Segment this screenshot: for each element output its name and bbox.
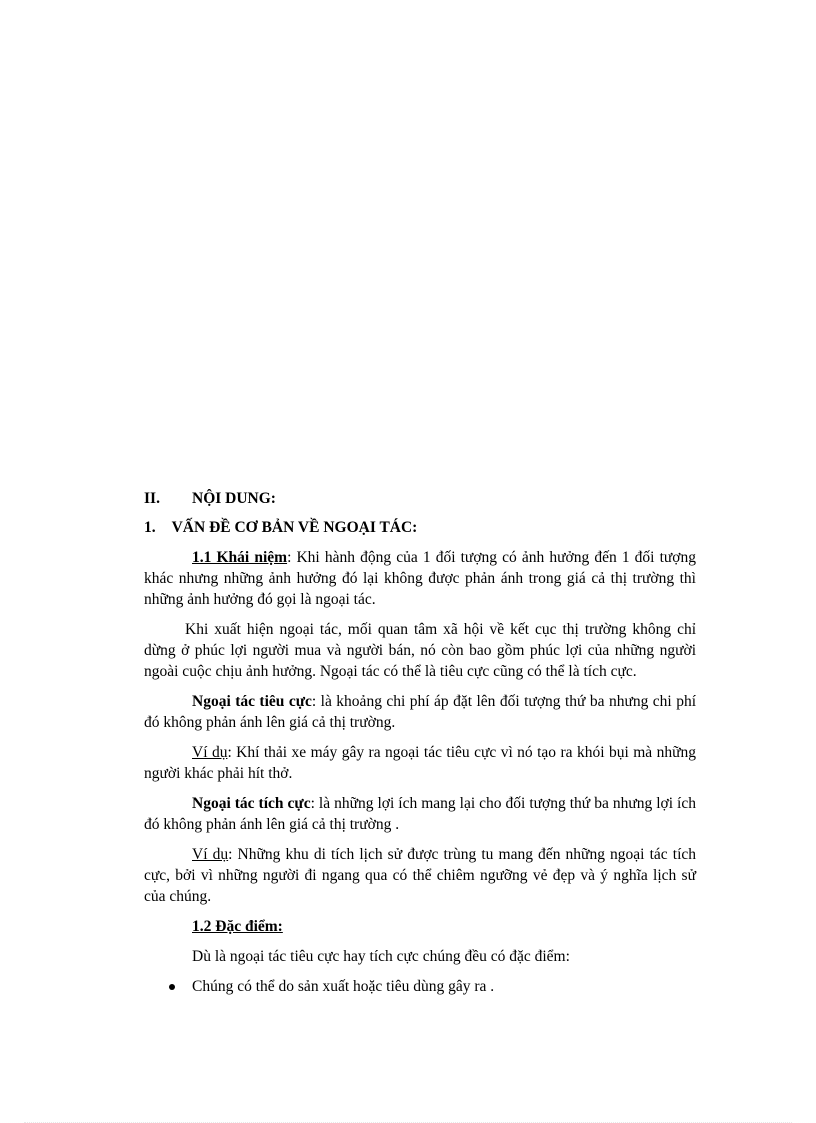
appear-paragraph: Khi xuất hiện ngoại tác, mối quan tâm xã hội về kết cục thị trường không chỉ dừng ở phúc lợi người mua và người bán, nó còn bao gồm phúc lợi của những người ngoài cuộc chịu ảnh hưởng. Ngoại tác có thể là tiêu cực cũng có thể là tích cực. <box>144 621 696 680</box>
negative-label: Ngoại tác tiêu cực <box>192 693 312 710</box>
negative-example-label: Ví dụ <box>192 744 228 761</box>
positive-example-paragraph <box>144 844 696 907</box>
section-heading <box>144 488 696 509</box>
list-item <box>144 976 696 997</box>
negative-example-text: : Khí thải xe máy gây ra ngoại tác tiêu cực vì nó tạo ra khói bụi mà những người khác phải hít thở. <box>144 744 696 782</box>
positive-example-text: : Những khu di tích lịch sử được trùng tu mang đến những ngoại tác tích cực, bởi vì những người đi ngang qua có thể chiêm ngưỡng vẻ đẹp và ý nghĩa lịch sử của chúng. <box>144 846 696 905</box>
concept-label: 1.1 Khái niệm <box>192 549 288 566</box>
positive-text: : là những lợi ích mang lại cho đối tượng thứ ba nhưng lợi ích đó không phản ánh lên giá cả thị trường . <box>144 795 696 833</box>
heading-1-number: 1. <box>144 519 156 536</box>
bullet-icon <box>144 976 192 997</box>
features-heading <box>192 916 696 937</box>
negative-example-paragraph <box>144 742 696 784</box>
page-content <box>144 488 696 1006</box>
heading-1-title: VẤN ĐỀ CƠ BẢN VỀ NGOẠI TÁC: <box>171 519 418 536</box>
negative-text: : là khoảng chi phí áp đặt lên đối tượng thứ ba nhưng chi phí đó không phản ánh lên giá cả thị trường. <box>144 693 696 731</box>
negative-paragraph <box>144 691 696 733</box>
section-number: II. <box>144 490 160 507</box>
section-title: NỘI DUNG: <box>192 490 276 507</box>
positive-paragraph <box>144 793 696 835</box>
positive-label: Ngoại tác tích cực <box>192 795 311 812</box>
features-label: 1.2 Đặc điểm: <box>192 918 283 935</box>
concept-text: : Khi hành động của 1 đối tượng có ảnh hưởng đến 1 đối tượng khác nhưng những ảnh hưởng đó lại không được phản ánh trong giá cả thị trường thì những ảnh hưởng đó gọi là ngoại tác. <box>144 549 697 608</box>
concept-paragraph <box>144 547 696 610</box>
bullet-text: Chúng có thể do sản xuất hoặc tiêu dùng gây ra . <box>192 978 495 995</box>
heading-1 <box>144 517 696 538</box>
features-intro: Dù là ngoại tác tiêu cực hay tích cực chúng đều có đặc điểm: <box>192 948 570 965</box>
positive-example-label: Ví dụ <box>192 846 229 863</box>
